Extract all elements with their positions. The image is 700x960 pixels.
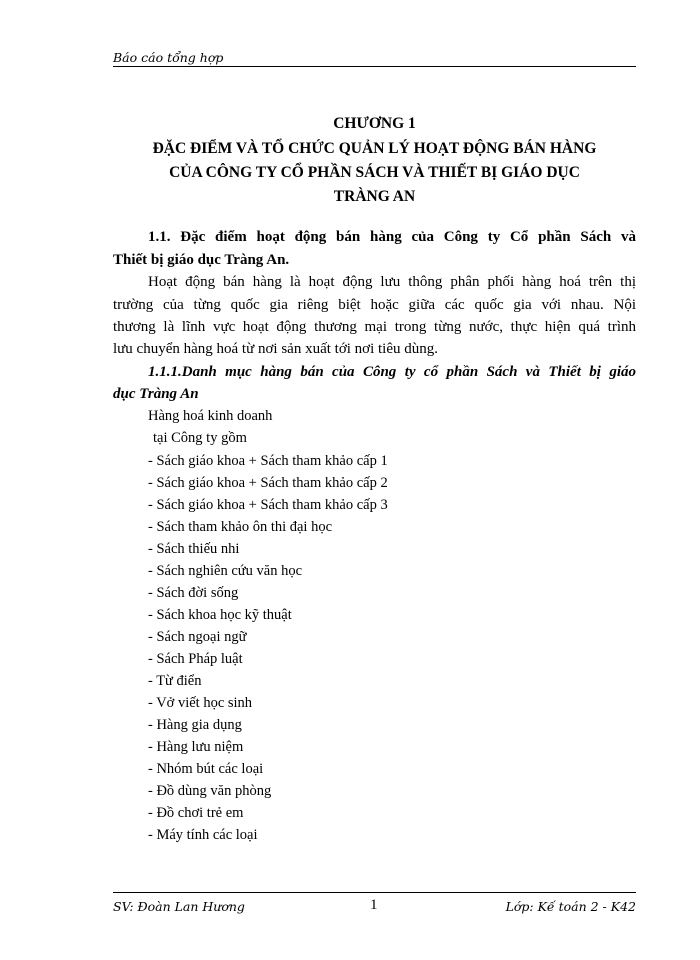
footer-class: Lớp: Kế toán 2 - K42 <box>505 899 636 914</box>
list-item: - Máy tính các loại <box>148 827 258 843</box>
list-item: - Đồ dùng văn phòng <box>148 783 272 799</box>
intro-line-1: Hàng hoá kinh doanh <box>148 408 273 424</box>
page-header <box>113 50 636 67</box>
chapter-title-line-1: ĐẶC ĐIỂM VÀ TỔ CHỨC QUẢN LÝ HOẠT ĐỘNG BÁN HÀNG <box>152 140 597 157</box>
paragraph-line-3: thương là lĩnh vực hoạt động thương mại trong từng nước, thực hiện quá trình <box>113 319 636 335</box>
list-item: - Sách Pháp luật <box>148 651 243 667</box>
footer-student: SV: Đoàn Lan Hương <box>113 899 245 914</box>
list-item: - Sách đời sống <box>148 585 239 601</box>
section-1-1-1-heading-line-1: 1.1.1.Danh mục hàng bán của Công ty cổ phần Sách và Thiết bị giáo <box>148 364 636 380</box>
section-1-1-1-heading-line-2: dục Tràng An <box>113 386 199 402</box>
list-item: - Từ điển <box>148 673 202 689</box>
list-item: - Hàng lưu niệm <box>148 739 244 755</box>
paragraph-line-2: trường của từng quốc gia riêng biệt hoặc giữa các quốc gia với nhau. Nội <box>113 297 636 313</box>
page-footer <box>113 892 636 917</box>
list-item: - Sách giáo khoa + Sách tham khảo cấp 1 <box>148 453 388 469</box>
list-item: - Nhóm bút các loại <box>148 761 264 777</box>
list-item: - Sách giáo khoa + Sách tham khảo cấp 2 <box>148 475 388 491</box>
list-item: - Sách thiếu nhi <box>148 541 240 557</box>
list-item: - Sách giáo khoa + Sách tham khảo cấp 3 <box>148 497 388 513</box>
list-item: - Sách ngoại ngữ <box>148 629 247 645</box>
list-item: - Vở viết học sinh <box>148 695 253 711</box>
product-list <box>148 450 388 846</box>
list-item: - Hàng gia dụng <box>148 717 242 733</box>
chapter-title-line-3: TRÀNG AN <box>333 188 416 205</box>
intro-line-2: tại Công ty gồm <box>153 430 247 446</box>
list-item: - Sách khoa học kỹ thuật <box>148 607 292 623</box>
paragraph-line-1: Hoạt động bán hàng là hoạt động lưu thông phân phối hàng hoá trên thị <box>148 274 636 290</box>
section-1-1-heading-line-1: 1.1. Đặc điểm hoạt động bán hàng của Công ty Cổ phần Sách và <box>148 229 636 245</box>
chapter-title-line-2: CỦA CÔNG TY CỔ PHẦN SÁCH VÀ THIẾT BỊ GIÁO DỤC <box>169 164 580 181</box>
list-item: - Sách nghiên cứu văn học <box>148 563 303 579</box>
chapter-number: CHƯƠNG 1 <box>333 115 416 132</box>
section-1-1-heading-line-2: Thiết bị giáo dục Tràng An. <box>113 252 290 268</box>
paragraph-line-4: lưu chuyển hàng hoá từ nơi sản xuất tới nơi tiêu dùng. <box>113 341 439 357</box>
list-item: - Đồ chơi trẻ em <box>148 805 244 821</box>
page-number: 1 <box>370 897 378 913</box>
list-item: - Sách tham khảo ôn thi đại học <box>148 519 333 535</box>
header-text: Báo cáo tổng hợp <box>113 50 224 65</box>
